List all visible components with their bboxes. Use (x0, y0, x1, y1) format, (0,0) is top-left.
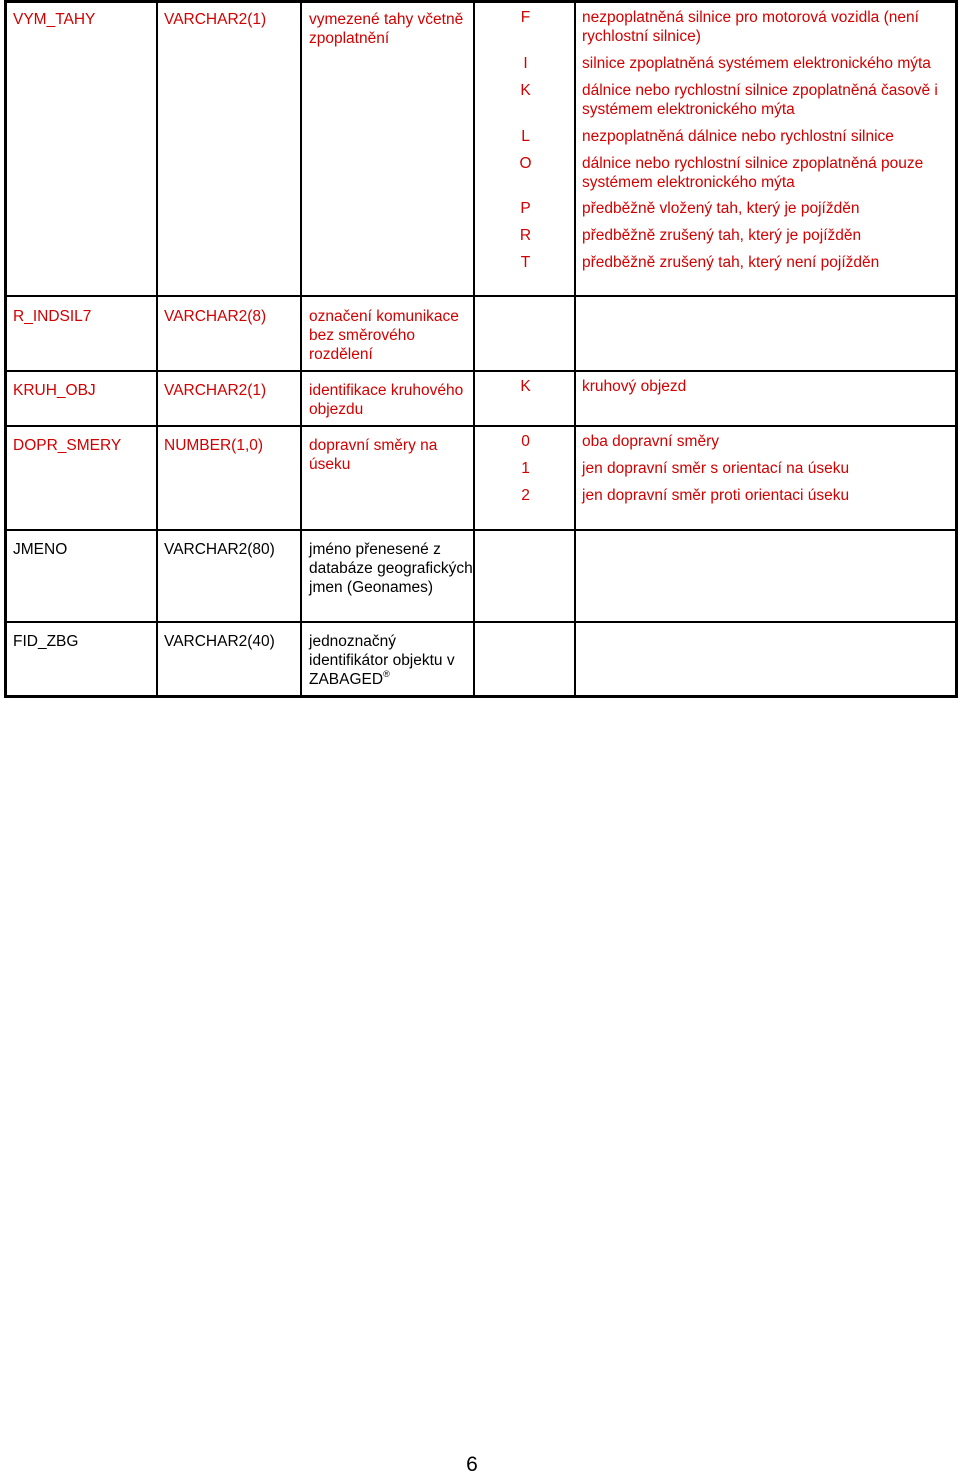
value-text: oba dopravní směry (582, 433, 719, 450)
page-number: 6 (466, 1453, 478, 1476)
description-text: jednoznačný identifikátor objektu v ZABAGED (309, 633, 455, 688)
attribute-type: NUMBER(1,0) (158, 427, 302, 529)
code-column (475, 3, 576, 295)
value-text: dálnice nebo rychlostní silnice zpoplatněná časově i systémem elektronického mýta (582, 82, 938, 118)
value-text: předběžně vložený tah, který je pojížděn (582, 200, 860, 217)
attribute-type: VARCHAR2(8) (158, 297, 302, 370)
attribute-type: VARCHAR2(40) (158, 623, 302, 695)
value-code: 2 (521, 487, 530, 504)
value-code: K (520, 378, 531, 395)
value-text: kruhový objezd (582, 378, 687, 395)
registered-mark: ® (383, 669, 390, 679)
value-code: 1 (521, 460, 530, 477)
value-code: I (523, 55, 528, 72)
value-code: T (520, 254, 531, 271)
table-row-jmeno (7, 531, 955, 623)
value-text: dálnice nebo rychlostní silnice zpoplatněná pouze systémem elektronického mýta (582, 155, 924, 191)
attribute-description: vymezené tahy včetně zpoplatnění (302, 3, 475, 295)
attribute-description: označení komunikace bez směrového rozdělení (302, 297, 475, 370)
table-row-vym-tahy (7, 3, 955, 297)
code-column (475, 623, 576, 695)
value-description-column (576, 531, 955, 621)
value-code: L (521, 128, 530, 145)
value-text: nezpoplatněná dálnice nebo rychlostní silnice (582, 128, 894, 145)
attribute-type: VARCHAR2(1) (158, 3, 302, 295)
value-code: K (520, 82, 531, 99)
value-code: F (520, 9, 531, 26)
value-text: jen dopravní směr proti orientaci úseku (582, 487, 850, 504)
value-code: 0 (521, 433, 530, 450)
attribute-type: VARCHAR2(80) (158, 531, 302, 621)
value-description-column (576, 297, 955, 370)
value-text: nezpoplatněná silnice pro motorová vozidla (není rychlostní silnice) (582, 9, 919, 45)
code-column (475, 531, 576, 621)
attribute-name: VYM_TAHY (7, 3, 158, 295)
attribute-description: dopravní směry na úseku (302, 427, 475, 529)
value-text: silnice zpoplatněná systémem elektronického mýta (582, 55, 931, 72)
value-code: O (519, 155, 532, 172)
value-text: předběžně zrušený tah, který je pojížděn (582, 227, 862, 244)
table-row-r-indsil7 (7, 297, 955, 372)
value-text: předběžně zrušený tah, který není pojížděn (582, 254, 880, 271)
attribute-description: jméno přenesené z databáze geografických jmen (Geonames) (302, 531, 475, 621)
attribute-name: R_INDSIL7 (7, 297, 158, 370)
attribute-name: JMENO (7, 531, 158, 621)
value-description-column (576, 623, 955, 695)
attribute-type: VARCHAR2(1) (158, 372, 302, 425)
attribute-description (302, 623, 475, 695)
value-code: P (520, 200, 531, 217)
table-row-fid-zbg (7, 623, 955, 695)
attribute-name: KRUH_OBJ (7, 372, 158, 425)
attribute-table (4, 0, 958, 698)
table-row-kruh-obj (7, 372, 955, 427)
attribute-name: DOPR_SMERY (7, 427, 158, 529)
attribute-description: identifikace kruhového objezdu (302, 372, 475, 425)
table-row-dopr-smery (7, 427, 955, 531)
value-description-column (576, 3, 955, 295)
code-column (475, 297, 576, 370)
attribute-name: FID_ZBG (7, 623, 158, 695)
value-text: jen dopravní směr s orientací na úseku (582, 460, 850, 477)
value-code: R (519, 227, 532, 244)
